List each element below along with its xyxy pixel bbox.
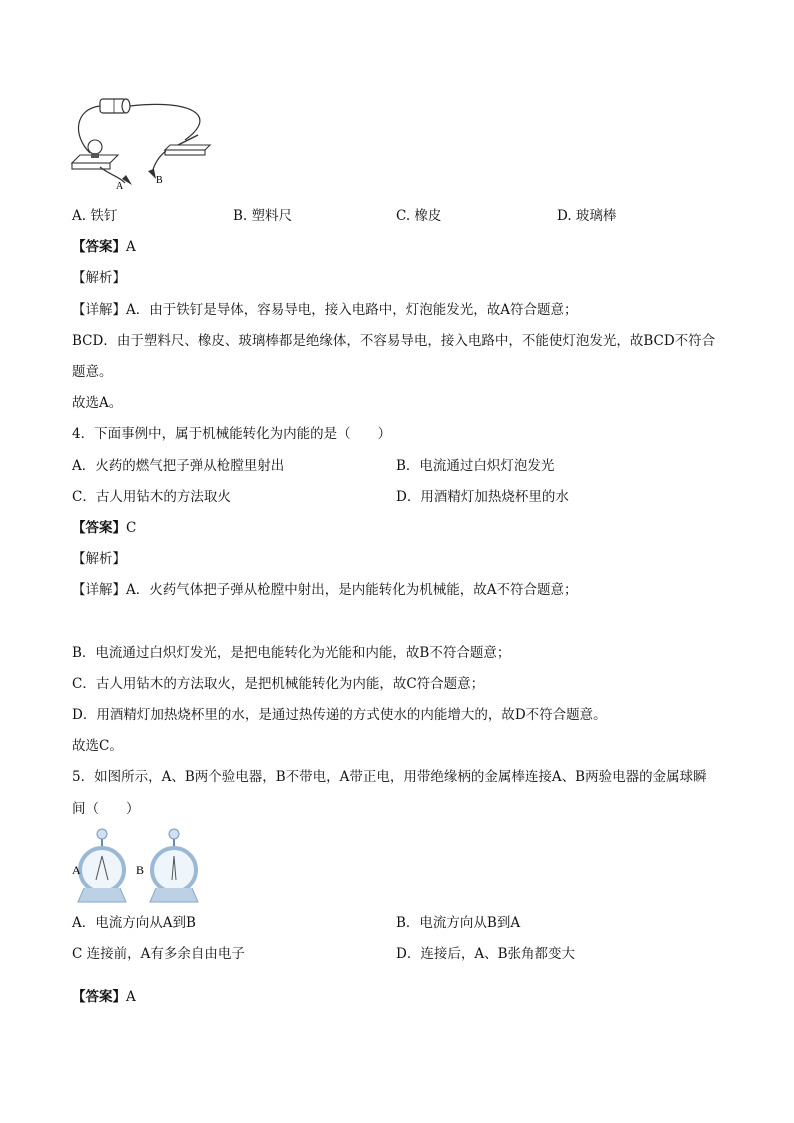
- electroscope-figure: [70, 826, 220, 908]
- answer-tag: 【答案】: [72, 520, 126, 536]
- q4-option-c: C．古人用钻木的方法取火: [72, 489, 231, 505]
- q5-option-b: B．电流方向从B到A: [396, 915, 521, 931]
- q5-stem-line-2: 间（ ）: [72, 801, 140, 817]
- q3-detail-2: BCD．由于塑料尺、橡皮、玻璃棒都是绝缘体，不容易导电，接入电路中，不能使灯泡发光，故BCD不符合: [72, 333, 716, 349]
- q4-analysis-tag: 【解析】: [72, 551, 126, 567]
- q4-conclusion: 故选C。: [72, 738, 123, 754]
- q3-conclusion: 故选A。: [72, 395, 123, 411]
- q5-stem-line-1: 5．如图所示，A、B两个验电器，B不带电，A带正电，用带绝缘柄的金属棒连接A、B两验电器的金属球瞬: [72, 769, 707, 785]
- q4-detail-3: C．古人用钻木的方法取火，是把机械能转化为内能，故C符合题意；: [72, 676, 485, 692]
- detail-text: A．由于铁钉是导体，容易导电，接入电路中，灯泡能发光，故A符合题意；: [126, 302, 578, 318]
- q3-answer: [72, 238, 136, 256]
- q3-option-c: C. 橡皮: [396, 208, 442, 224]
- q4-option-a: A．火药的燃气把子弹从枪膛里射出: [72, 458, 285, 474]
- label-b: B: [156, 175, 163, 186]
- q5-answer: [72, 988, 136, 1006]
- q5-option-d: D．连接后，A、B张角都变大: [396, 946, 575, 962]
- q4-stem: 4．下面事例中，属于机械能转化为内能的是（ ）: [72, 426, 392, 442]
- q3-option-a: A. 铁钉: [72, 208, 118, 224]
- q4-answer: [72, 519, 136, 537]
- circuit-figure: [70, 95, 220, 190]
- q5-option-c: C 连接前，A有多余自由电子: [72, 946, 245, 962]
- q3-option-b: B. 塑料尺: [233, 208, 293, 224]
- detail-tag: 【详解】: [72, 582, 126, 598]
- q4-detail-4: D．用酒精灯加热烧杯里的水，是通过热传递的方式使水的内能增大的，故D不符合题意。: [72, 707, 607, 723]
- q4-detail-1: [72, 581, 578, 599]
- answer-value: A: [126, 989, 136, 1005]
- q4-option-d: D．用酒精灯加热烧杯里的水: [396, 489, 569, 505]
- detail-text: A．火药气体把子弹从枪膛中射出，是内能转化为机械能，故A不符合题意；: [126, 582, 578, 598]
- label-a: A: [72, 863, 81, 877]
- detail-tag: 【详解】: [72, 302, 126, 318]
- q3-detail-3: 题意。: [72, 364, 113, 380]
- answer-tag: 【答案】: [72, 989, 126, 1005]
- answer-value: A: [126, 239, 136, 255]
- label-b: B: [136, 863, 145, 877]
- q4-option-b: B．电流通过白炽灯泡发光: [396, 458, 555, 474]
- q5-option-a: A．电流方向从A到B: [72, 915, 196, 931]
- q3-analysis-tag: 【解析】: [72, 270, 126, 286]
- q4-detail-2: B．电流通过白炽灯发光，是把电能转化为光能和内能，故B不符合题意；: [72, 645, 511, 661]
- label-a: A: [116, 181, 124, 190]
- answer-tag: 【答案】: [72, 239, 126, 255]
- q3-option-d: D. 玻璃棒: [557, 208, 617, 224]
- q3-detail-1: [72, 301, 578, 319]
- answer-value: C: [126, 520, 137, 536]
